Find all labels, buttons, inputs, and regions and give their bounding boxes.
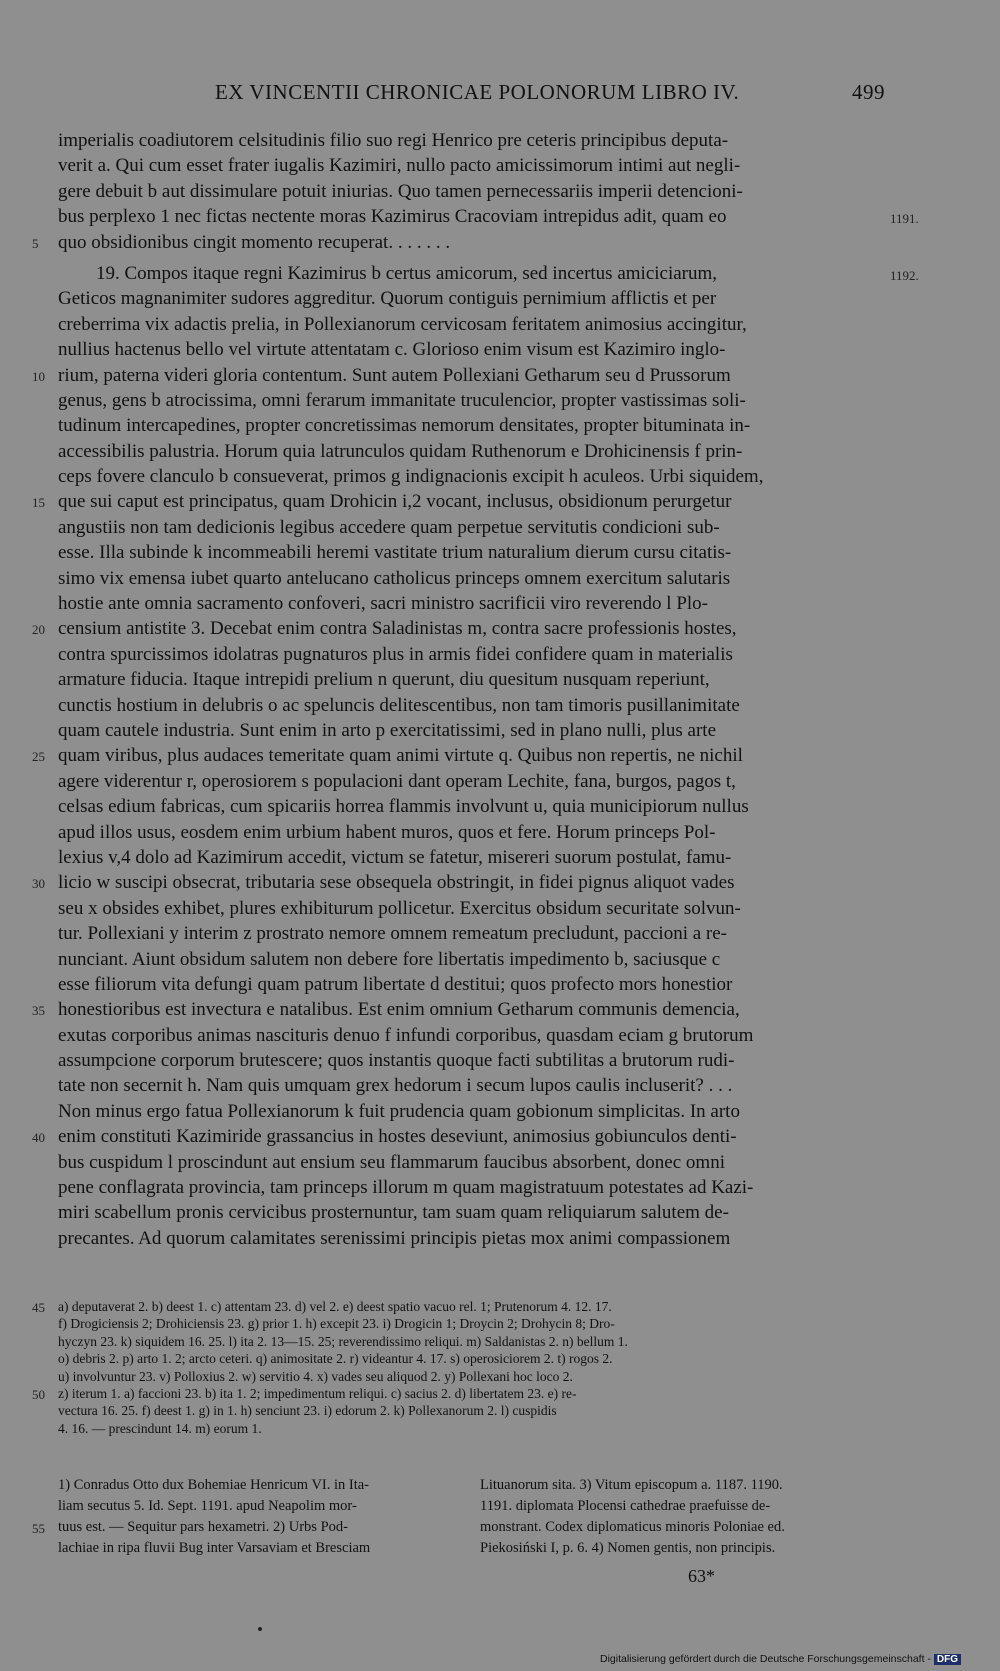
text-line [58,1048,884,1073]
historical-note-line [480,1538,890,1559]
line-number: 40 [32,1130,45,1146]
text-line [58,718,884,743]
text-line-text: accessibilis palustria. Horum quia latrunculos quidam Ruthenorum e Drohicinensis f prin- [58,440,743,462]
text-line [58,261,919,286]
text-line-text: nullius hactenus bello vel virtute attentatam c. Glorioso enim visum est Kazimiro inglo- [58,339,726,361]
text-line [58,312,884,337]
text-line [32,489,884,514]
historical-note-line [58,1475,468,1496]
text-line [58,515,884,540]
line-number: 35 [32,1003,45,1019]
variant-note-line-text: hyczyn 23. k) siquidem 16. 25. l) ita 2. 13—15. 25; reverendissimo reliqui. m) Saldanistas 2. n) bellum 1. [58,1333,628,1349]
signature-mark: 63* [688,1566,715,1586]
line-number: 20 [32,622,45,638]
text-line-text: imperialis coadiutorem celsitudinis filio suo regi Henrico pre ceteris principibus deputa- [58,130,729,151]
historical-note-line-text: lachiae in ripa fluvii Bug inter Varsaviam et Bresciam [58,1540,371,1556]
text-line-text: que sui caput est principatus, quam Drohicin i,2 vocant, inclusus, obsidionum perurgetur [58,491,732,513]
text-line-text: esse filiorum vita defungi quam patrum libertate d destitui; quos profecto mors honestior [58,973,733,995]
text-line [58,1200,884,1225]
text-line-text: exutas corporibus animas nascituris denuo f infundi corporibus, quasdam eciam g brutorum [58,1024,754,1046]
text-line [58,947,884,972]
margin-year: 1192. [890,267,919,283]
text-line-text: quam viribus, plus audaces temeritate quam animi virtute q. Quibus non repertis, ne nichil [58,745,743,767]
text-line [58,153,884,178]
text-line-text: assumpcione corporum brutescere; quos instantis quoque facti subtilitas a brutorum rudi- [58,1050,735,1072]
main-text [32,128,919,1251]
line-number: 55 [32,1521,45,1536]
variant-note-line-text: a) deputaverat 2. b) deest 1. c) attentam 23. d) vel 2. e) deest spatio vacuo rel. 1; Prutenorum 4. 12. 17. [58,1299,612,1314]
historical-notes-left-column [32,1475,468,1559]
dfg-logo: DFG [934,1654,961,1665]
text-line-text: tur. Pollexiani y interim z prostrato nemore omnem remeatum precludunt, paccioni a re- [58,923,728,945]
text-line-text: gere debuit b aut dissimulare potuit iniurias. Quo tamen pernecessariis imperii detencioni- [58,180,743,202]
variant-note-line [32,1298,888,1315]
text-line-text: rium, paterna videri gloria contentum. Sunt autem Pollexiani Getharum seu d Prussorum [58,364,731,386]
text-line [58,1150,884,1175]
variant-notes [32,1298,888,1437]
text-line-text: pene conflagrata provincia, tam princeps illorum m quam magistratuum potestates ad Kazi- [58,1177,754,1199]
text-line [58,642,884,667]
text-line [58,693,884,718]
line-number: 50 [32,1386,45,1402]
text-line-text: esse. Illa subinde k incommeabili heremi vastitate trium naturalium dierum cursu citatis- [58,542,732,564]
margin-year: 1191. [890,211,919,227]
line-number: 15 [32,495,45,511]
text-line-text: apud illos usus, eosdem enim urbium habent muros, quos et fere. Horum princeps Pol- [58,821,716,843]
running-header [55,80,885,110]
text-line [58,667,884,692]
historical-note-line [58,1496,468,1517]
variant-note-line [58,1350,888,1367]
text-line [58,1175,884,1200]
text-line-text: cunctis hostium in delubris o ac speluncis delitescentibus, non tam timoris pusillanimitate [58,694,740,716]
stray-mark [258,1627,262,1631]
text-line [58,413,884,438]
text-line [32,997,884,1022]
text-line-text: angustiis non tam dedicionis legibus accedere quam perpetue servitutis condicioni sub- [58,516,720,538]
historical-notes-right-column [480,1475,890,1559]
variant-note-line-text: f) Drogiciensis 2; Drohiciensis 23. g) prior 1. h) excepit 23. i) Drogicin 1; Droycin 2; Drohycin 8; Dro- [58,1316,615,1332]
text-line-text: 19. Compos itaque regni Kazimirus b certus amicorum, sed incertus amiciciarum, [96,262,718,284]
footer-credit [600,1653,1000,1671]
text-line-text: genus, gens b atrocissima, omni ferarum immanitate truculencior, propter vastissimas soli- [58,389,746,411]
historical-note-line [480,1496,890,1517]
historical-note-line-text: 1191. diplomata Plocensi cathedrae praefuisse de- [480,1498,771,1514]
text-line-text: enim constituti Kazimiride grassancius in hostes deseviunt, animosius gobiunculos denti- [58,1126,737,1148]
text-line [32,743,884,768]
text-line [58,794,884,819]
text-line [58,337,884,362]
historical-note-line [480,1475,890,1496]
text-line-text: Non minus ergo fatua Pollexianorum k fuit prudencia quam gobionum simplicitas. In arto [58,1100,740,1122]
variant-note-line-text: z) iterum 1. a) faccioni 23. b) ita 1. 2; impedimentum reliqui. c) sacius 2. d) libertatem 23. e) re- [58,1385,577,1401]
text-line-text: nunciant. Aiunt obsidum salutem non debere fore libertatis impedimento b, saciusque c [58,948,721,970]
text-line [32,1124,884,1149]
text-line [58,1226,884,1251]
footer-text: Digitalisierung gefördert durch die Deutsche Forschungsgemeinschaft - [600,1653,931,1665]
text-line-text: quo obsidionibus cingit momento recuperat. . . . . . . [58,231,451,253]
text-line-text: honestioribus est invectura e natalibus. Est enim omnium Getharum communis demencia, [58,999,740,1021]
variant-note-line-text: 4. 16. — prescindunt 14. m) eorum 1. [58,1420,262,1436]
line-number: 30 [32,876,45,892]
text-line-text: celsas edium fabricas, cum spicariis horrea flammis involvunt u, quia municipiorum nullus [58,796,749,818]
variant-note-line-text: u) involvuntur 23. v) Polloxius 2. w) servitio 4. x) vades seu aliquod 2. y) Pollexani hoc loco 2. [58,1368,573,1384]
text-line [58,388,884,413]
text-line [58,896,884,921]
line-number: 10 [32,368,45,384]
variant-note-line-text: o) debris 2. p) arto 1. 2; arcto ceteri. q) animositate 2. r) videantur 4. 17. s) operosiciorem 2. t) rogos 2. [58,1351,613,1367]
historical-note-line [32,1517,468,1538]
text-line-text: miri scabellum pronis cervicibus prosternuntur, tam suam quam reliquiarum salutem de- [58,1202,729,1224]
text-line-text: tate non secernit h. Nam quis umquam grex hedorum i secum lupos caulis incluserit? . . . [58,1075,733,1097]
line-number: 5 [32,235,39,251]
text-line-text: licio w suscipi obsecrat, tributaria sese obsequela obstringit, in fidei pignus aliquot vades [58,872,735,894]
text-line [58,286,884,311]
text-line-text: agere viderentur r, operosiorem s populacioni dant operam Lechite, fana, burgos, pagos t, [58,770,736,792]
text-line [58,1023,884,1048]
historical-note-line-text: monstrant. Codex diplomaticus minoris Poloniae ed. [480,1519,785,1535]
text-line [58,591,884,616]
text-line [58,464,884,489]
historical-note-line-text: liam secutus 5. Id. Sept. 1191. apud Neapolim mor- [58,1498,357,1514]
text-line-text: tudinum intercapedines, propter concretissimas nemorum densitates, propter bituminata in- [58,415,751,437]
text-line [58,128,884,153]
text-line [32,870,884,895]
text-line [32,616,884,641]
line-number: 45 [32,1300,45,1315]
text-line [32,230,884,255]
text-line-text: lexius v,4 dolo ad Kazimirum accedit, victum se fatetur, misereri suorum postulat, famu- [58,846,732,868]
historical-note-line [58,1538,468,1559]
text-line [58,921,884,946]
variant-note-line [58,1315,888,1332]
text-line-text: Geticos magnanimiter sudores aggreditur. Quorum contiguis pernimium afflictis et per [58,288,717,310]
text-line [58,1099,884,1124]
historical-note-line [480,1517,890,1538]
historical-note-line-text: tuus est. — Sequitur pars hexametri. 2) Urbs Pod- [58,1519,348,1535]
text-line [58,566,884,591]
historical-note-line-text: 1) Conradus Otto dux Bohemiae Henricum VI. in Ita- [58,1477,370,1493]
text-line [58,972,884,997]
text-line [58,204,919,229]
page-number: 499 [852,80,885,104]
historical-note-line-text: Piekosiński I, p. 6. 4) Nomen gentis, non principis. [480,1540,776,1556]
text-line [58,820,884,845]
text-line-text: precantes. Ad quorum calamitates serenissimi principis pietas mox animi compassionem [58,1227,731,1249]
text-line-text: armature fiducia. Itaque intrepidi prelium n querunt, diu quesitum nusquam reperiunt, [58,669,710,691]
text-line [58,769,884,794]
text-line [58,439,884,464]
text-line [32,363,884,388]
text-line-text: bus perplexo 1 nec fictas nectente moras Kazimirus Cracoviam intrepidus adit, quam eo [58,206,727,228]
variant-note-line [58,1402,888,1419]
text-line [58,845,884,870]
variant-note-line [58,1420,888,1437]
text-line-text: contra spurcissimos idolatras pugnaturos plus in armis fidei confidere quam in materialis [58,643,733,665]
text-line-text: bus cuspidum l proscindunt aut ensium seu flammarum faucibus absorbent, donec omni [58,1151,725,1173]
variant-note-line [32,1385,888,1402]
text-line-text: ceps fovere clanculo b consueverat, primos g indignacionis excipit h aculeos. Urbi siquidem, [58,466,764,488]
variant-note-line [58,1368,888,1385]
text-line-text: creberrima vix adactis prelia, in Pollexianorum cervicosam feritatem animosius accingitur, [58,313,747,335]
text-line-text: censium antistite 3. Decebat enim contra Saladinistas m, contra sacre professionis hostes, [58,618,737,640]
text-line-text: hostie ante omnia sacramento confoveri, sacri ministro sacrificii viro reverendo l Plo- [58,593,709,615]
running-title: EX VINCENTII CHRONICAE POLONORUM LIBRO IV. [215,80,740,104]
text-line-text: quam cautele industria. Sunt enim in arto p exercitatissimi, sed in plano nulli, plus arte [58,719,716,741]
text-line [58,179,884,204]
variant-note-line-text: vectura 16. 25. f) deest 1. g) in 1. h) senciunt 23. i) edorum 2. k) Pollexanorum 2. l) cuspidis [58,1403,557,1419]
text-line-text: verit a. Qui cum esset frater iugalis Kazimiri, nullo pacto amicissimorum intimi aut negli- [58,155,741,177]
text-line [58,1073,884,1098]
text-line-text: seu x obsides exhibet, plures exhibiturum pollicetur. Exercitus obsidum securitate solvun- [58,897,741,919]
historical-note-line-text: Lituanorum sita. 3) Vitum episcopum a. 1187. 1190. [480,1477,783,1493]
variant-note-line [58,1333,888,1350]
line-number: 25 [32,749,45,765]
text-line [58,540,884,565]
text-line-text: simo vix emensa iubet quarto antelucano catholicus princeps omnem exercitum salutaris [58,567,731,589]
